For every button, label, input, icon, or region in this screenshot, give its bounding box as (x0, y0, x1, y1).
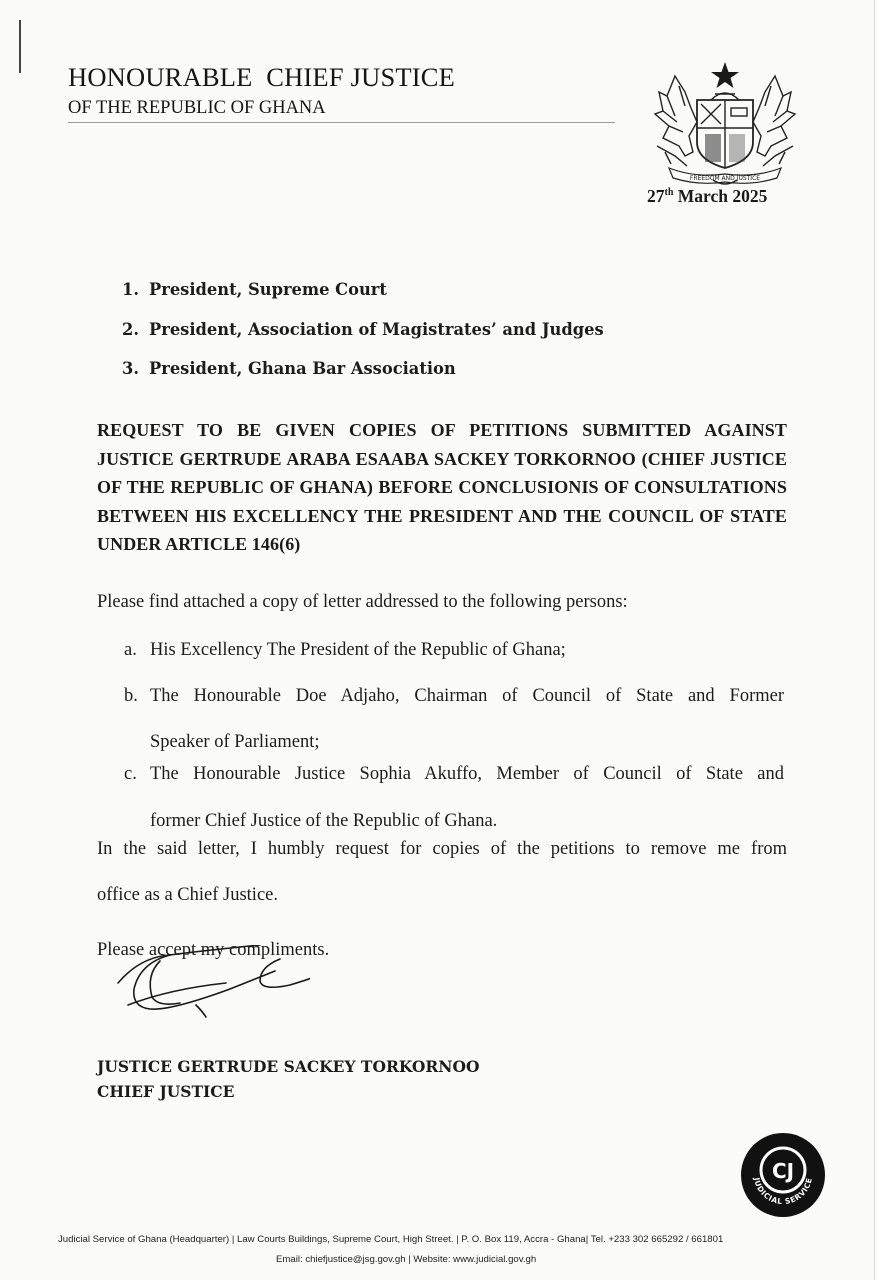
addressee-list (122, 280, 604, 399)
recipient-text: The Honourable Doe Adjaho, Chairman of Council of State and Former (150, 686, 784, 706)
recipient-label: c. (124, 764, 137, 784)
intro-text: Please find attached a copy of letter addressed to the following persons: (97, 592, 628, 612)
recipient-text-continued: Speaker of Parliament; (150, 732, 320, 752)
addressee-number: 3. (122, 359, 139, 378)
recipient-label: a. (124, 640, 137, 660)
page-edge (874, 0, 875, 1280)
judicial-service-seal-icon (740, 1132, 826, 1218)
seal-ring-text: JUDICIAL SERVICE (752, 1176, 814, 1207)
seal-initials: CJ (771, 1159, 795, 1183)
coat-of-arms-icon (645, 56, 805, 190)
addressee-item (122, 280, 604, 320)
signatory-title: CHIEF JUSTICE (97, 1082, 235, 1101)
letter-date (647, 186, 767, 207)
signature-icon (110, 945, 310, 1025)
footer-address: Judicial Service of Ghana (Headquarter) | Law Courts Buildings, Supreme Court, High Street. | P. O. Box 119, Accra - Ghana| Tel. +233 302 665292 / 661801 (58, 1234, 724, 1245)
recipient-text: The Honourable Justice Sophia Akuffo, Member of Council of State and (150, 764, 784, 784)
addressee-text: President, Association of Magistrates’ and Judges (149, 319, 604, 339)
date-day: 27 (647, 186, 665, 206)
date-month-year: March 2025 (673, 186, 768, 206)
date-suffix: th (664, 187, 674, 199)
closing-text: Please accept my compliments. (97, 940, 330, 960)
request-paragraph: In the said letter, I humbly request for copies of the petitions to remove me from (97, 839, 787, 859)
recipient-text-continued: former Chief Justice of the Republic of Ghana. (150, 811, 498, 831)
addressee-text: President, Ghana Bar Association (149, 359, 456, 378)
addressee-item (122, 359, 604, 399)
subject-heading: REQUEST TO BE GIVEN COPIES OF PETITIONS SUBMITTED AGAINST JUSTICE GERTRUDE ARABA ESAABA SACKEY TORKORNOO (CHIEF JUSTICE OF THE REPUBLIC OF GHANA) BEFORE CONCLUSIONIS OF CONSULTATIONS BETWEEN HIS EXCELLENCY THE PRESIDENT AND THE COUNCIL OF STATE UNDER ARTICLE 146(6) (97, 420, 787, 555)
request-paragraph-continued: office as a Chief Justice. (97, 885, 278, 905)
recipient-text: His Excellency The President of the Republic of Ghana; (150, 640, 566, 660)
letterhead-title: HONOURABLE CHIEF JUSTICE (68, 62, 456, 92)
coat-of-arms-motto: FREEDOM AND JUSTICE (689, 175, 761, 182)
addressee-number: 1. (122, 280, 139, 299)
addressee-item (122, 320, 604, 360)
letterhead-subtitle: OF THE REPUBLIC OF GHANA (68, 98, 326, 118)
recipient-label: b. (124, 686, 138, 706)
letterhead-divider (68, 122, 615, 123)
addressee-number: 2. (122, 319, 139, 339)
addressee-text: President, Supreme Court (149, 280, 387, 299)
signatory-name: JUSTICE GERTRUDE SACKEY TORKORNOO (97, 1057, 480, 1076)
margin-mark (19, 20, 21, 73)
footer-contact: Email: chiefjustice@jsg.gov.gh | Website: www.judicial.gov.gh (276, 1254, 537, 1265)
